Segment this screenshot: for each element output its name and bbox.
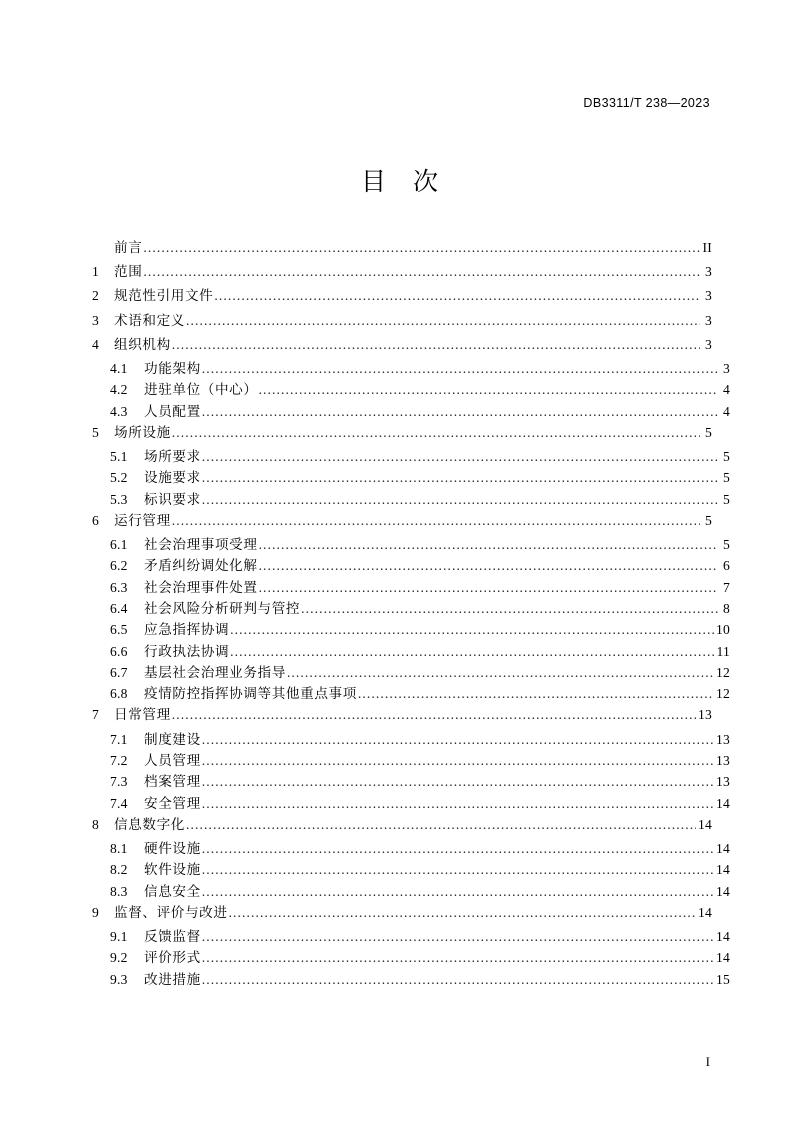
toc-entry-number: 8.3: [110, 883, 128, 899]
toc-entry-number: 6.2: [110, 558, 128, 574]
toc-entry-page-number: 3: [705, 336, 712, 352]
toc-entry-label: 疫情防控指挥协调等其他重点事项: [144, 686, 357, 702]
toc-dot-leader: [172, 338, 700, 352]
toc-entry-page-number: 8: [723, 600, 730, 616]
toc-entry[interactable]: [92, 885, 730, 906]
toc-entry-number: 7.2: [110, 752, 128, 768]
toc-entry-number: 9.3: [110, 971, 128, 987]
toc-entry-label: 矛盾纠纷调处化解: [144, 558, 258, 574]
toc-entry-page-number: 13: [716, 774, 730, 790]
toc-entry-number: 6.1: [110, 537, 128, 553]
toc-entry[interactable]: [92, 241, 712, 265]
table-of-contents: [92, 240, 730, 994]
toc-entry-number: 6.7: [110, 664, 128, 680]
toc-entry-page-number: 14: [716, 841, 730, 857]
toc-entry-label: 信息数字化: [114, 816, 185, 832]
toc-entry-number: 8.1: [110, 841, 128, 857]
toc-entry-label: 安全管理: [144, 795, 201, 811]
toc-entry-page-number: 4: [723, 382, 730, 398]
toc-entry-number: 6.6: [110, 643, 128, 659]
toc-entry-label: 组织机构: [114, 336, 171, 352]
toc-entry-page-number: 10: [716, 622, 730, 638]
toc-entry-number: 9.2: [110, 950, 128, 966]
toc-entry-page-number: 14: [716, 795, 730, 811]
toc-entry-label: 规范性引用文件: [114, 288, 214, 304]
toc-entry-label: 社会治理事件处置: [144, 579, 258, 595]
toc-entry[interactable]: [92, 930, 730, 951]
toc-entry-number: 7.4: [110, 795, 128, 811]
toc-entry[interactable]: [92, 818, 712, 842]
toc-dot-leader: [202, 754, 714, 768]
toc-entry-label: 社会风险分析研判与管控: [144, 600, 301, 616]
toc-entry-page-number: 14: [698, 816, 712, 832]
page-folio: I: [705, 1054, 710, 1069]
toc-dot-leader: [202, 775, 714, 789]
toc-entry-number: 4: [92, 336, 99, 352]
toc-entry-page-number: 5: [723, 491, 730, 507]
toc-entry[interactable]: [92, 842, 730, 863]
toc-entry[interactable]: [92, 514, 712, 538]
toc-entry-page-number: 11: [716, 643, 730, 659]
toc-entry-number: 6.4: [110, 600, 128, 616]
toc-entry[interactable]: [92, 314, 712, 338]
toc-entry-label: 术语和定义: [114, 312, 185, 328]
toc-entry[interactable]: [92, 733, 730, 754]
toc-entry-label: 范围: [114, 264, 143, 280]
toc-entry[interactable]: [92, 602, 730, 623]
toc-entry-label: 反馈监督: [144, 929, 201, 945]
toc-entry[interactable]: [92, 687, 730, 708]
toc-entry-page-number: 13: [716, 731, 730, 747]
toc-dot-leader: [202, 797, 714, 811]
toc-entry-label: 场所设施: [114, 424, 171, 440]
toc-entry-label: 场所要求: [144, 449, 201, 465]
toc-dot-leader: [259, 581, 718, 595]
toc-entry-page-number: 4: [723, 403, 730, 419]
toc-entry[interactable]: [92, 623, 730, 644]
toc-entry-page-number: 12: [716, 686, 730, 702]
toc-dot-leader: [202, 930, 714, 944]
toc-entry[interactable]: [92, 450, 730, 471]
toc-dot-leader: [214, 289, 700, 303]
toc-dot-leader: [202, 885, 714, 899]
toc-entry[interactable]: [92, 775, 730, 796]
toc-dot-leader: [143, 265, 700, 279]
toc-dot-leader: [202, 973, 714, 987]
toc-entry-page-number: 14: [698, 904, 712, 920]
toc-entry-label: 功能架构: [144, 360, 201, 376]
toc-entry-page-number: II: [702, 240, 712, 255]
toc-entry-label: 进驻单位（中心）: [144, 382, 258, 398]
toc-entry-number: 7.1: [110, 731, 128, 747]
toc-entry-page-number: 12: [716, 664, 730, 680]
toc-entry-label: 标识要求: [144, 491, 201, 507]
toc-entry[interactable]: [92, 666, 730, 687]
toc-entry-page-number: 5: [723, 449, 730, 465]
toc-entry[interactable]: [92, 383, 730, 404]
toc-dot-leader: [229, 906, 696, 920]
toc-entry-number: 8.2: [110, 862, 128, 878]
toc-entry-number: 9.1: [110, 929, 128, 945]
toc-dot-leader: [172, 426, 700, 440]
toc-dot-leader: [301, 602, 718, 616]
toc-entry-label: 应急指挥协调: [144, 622, 230, 638]
toc-entry-number: 4.1: [110, 360, 128, 376]
toc-entry-number: 6: [92, 512, 99, 528]
toc-dot-leader: [172, 708, 696, 722]
standard-code-header: DB3311/T 238—2023: [583, 96, 710, 110]
toc-dot-leader: [172, 514, 700, 528]
toc-entry-number: 9: [92, 904, 99, 920]
toc-dot-leader: [202, 842, 714, 856]
toc-entry-number: 6.3: [110, 579, 128, 595]
toc-entry-number: 4.2: [110, 382, 128, 398]
toc-entry-label: 基层社会治理业务指导: [144, 664, 286, 680]
toc-dot-leader: [202, 863, 714, 877]
toc-dot-leader: [202, 733, 714, 747]
toc-dot-leader: [358, 687, 714, 701]
toc-entry-label: 信息安全: [144, 883, 201, 899]
toc-entry-page-number: 15: [716, 971, 730, 987]
toc-entry[interactable]: [92, 559, 730, 580]
toc-entry-number: 5.3: [110, 491, 128, 507]
toc-entry[interactable]: [92, 426, 712, 450]
toc-entry[interactable]: [92, 863, 730, 884]
toc-entry-page-number: 14: [716, 950, 730, 966]
toc-entry-page-number: 13: [698, 707, 712, 723]
toc-entry-number: 5.2: [110, 470, 128, 486]
toc-entry-number: 7.3: [110, 774, 128, 790]
page-title: [0, 162, 800, 198]
toc-entry-number: 4.3: [110, 403, 128, 419]
toc-dot-leader: [202, 405, 718, 419]
toc-dot-leader: [186, 314, 700, 328]
toc-entry[interactable]: [92, 471, 730, 492]
toc-entry[interactable]: [92, 797, 730, 818]
toc-entry-page-number: 5: [705, 424, 712, 440]
page-title-char-2: 次: [413, 169, 440, 196]
toc-entry-label: 制度建设: [144, 731, 201, 747]
toc-entry-page-number: 3: [705, 288, 712, 304]
toc-entry[interactable]: [92, 754, 730, 775]
toc-dot-leader: [202, 450, 718, 464]
toc-entry[interactable]: [92, 362, 730, 383]
toc-dot-leader: [202, 951, 714, 965]
toc-entry-label: 改进措施: [144, 971, 201, 987]
toc-entry-number: 5.1: [110, 449, 128, 465]
toc-dot-leader: [202, 471, 718, 485]
toc-entry-page-number: 3: [705, 264, 712, 280]
toc-entry-page-number: 5: [723, 537, 730, 553]
toc-entry-page-number: 14: [716, 883, 730, 899]
toc-entry-label: 社会治理事项受理: [144, 537, 258, 553]
toc-entry[interactable]: [92, 645, 730, 666]
toc-entry[interactable]: [92, 289, 712, 313]
toc-dot-leader: [259, 559, 718, 573]
toc-entry-page-number: 3: [705, 312, 712, 328]
toc-entry[interactable]: [92, 973, 730, 994]
toc-entry[interactable]: [92, 338, 712, 362]
toc-dot-leader: [230, 623, 714, 637]
toc-entry-label: 人员配置: [144, 403, 201, 419]
toc-dot-leader: [287, 666, 714, 680]
toc-entry-label: 监督、评价与改进: [114, 904, 228, 920]
toc-entry[interactable]: [92, 538, 730, 559]
toc-dot-leader: [259, 538, 718, 552]
toc-entry-label: 设施要求: [144, 470, 201, 486]
toc-entry[interactable]: [92, 906, 712, 930]
toc-dot-leader: [143, 241, 700, 255]
toc-entry-label: 软件设施: [144, 862, 201, 878]
toc-entry-label: 硬件设施: [144, 841, 201, 857]
toc-entry-number: 8: [92, 816, 99, 832]
toc-entry[interactable]: [92, 708, 712, 732]
toc-entry[interactable]: [92, 581, 730, 602]
toc-entry-page-number: 14: [716, 929, 730, 945]
toc-entry-number: 6.8: [110, 686, 128, 702]
toc-entry-number: 2: [92, 288, 99, 304]
toc-entry-label: 评价形式: [144, 950, 201, 966]
toc-entry-label: 行政执法协调: [144, 643, 230, 659]
toc-entry-number: 1: [92, 264, 99, 280]
toc-entry-page-number: 13: [716, 752, 730, 768]
toc-entry-page-number: 5: [723, 470, 730, 486]
toc-entry-page-number: 7: [723, 579, 730, 595]
toc-entry-label: 日常管理: [114, 707, 171, 723]
toc-entry-number: 6.5: [110, 622, 128, 638]
page-title-char-1: 目: [360, 169, 387, 196]
toc-entry-label: 前言: [114, 240, 143, 255]
toc-dot-leader: [202, 362, 718, 376]
toc-entry-page-number: 14: [716, 862, 730, 878]
toc-entry[interactable]: [92, 493, 730, 514]
toc-entry-label: 人员管理: [144, 752, 201, 768]
toc-dot-leader: [259, 383, 718, 397]
toc-entry-number: 5: [92, 424, 99, 440]
toc-entry-page-number: 6: [723, 558, 730, 574]
toc-entry-number: 7: [92, 707, 99, 723]
toc-dot-leader: [230, 645, 714, 659]
toc-dot-leader: [202, 493, 718, 507]
toc-entry-label: 档案管理: [144, 774, 201, 790]
toc-entry-page-number: 3: [723, 360, 730, 376]
toc-entry[interactable]: [92, 265, 712, 289]
toc-entry-number: 3: [92, 312, 99, 328]
toc-entry-page-number: 5: [705, 512, 712, 528]
toc-dot-leader: [186, 818, 696, 832]
toc-entry[interactable]: [92, 405, 730, 426]
toc-entry[interactable]: [92, 951, 730, 972]
toc-entry-label: 运行管理: [114, 512, 171, 528]
